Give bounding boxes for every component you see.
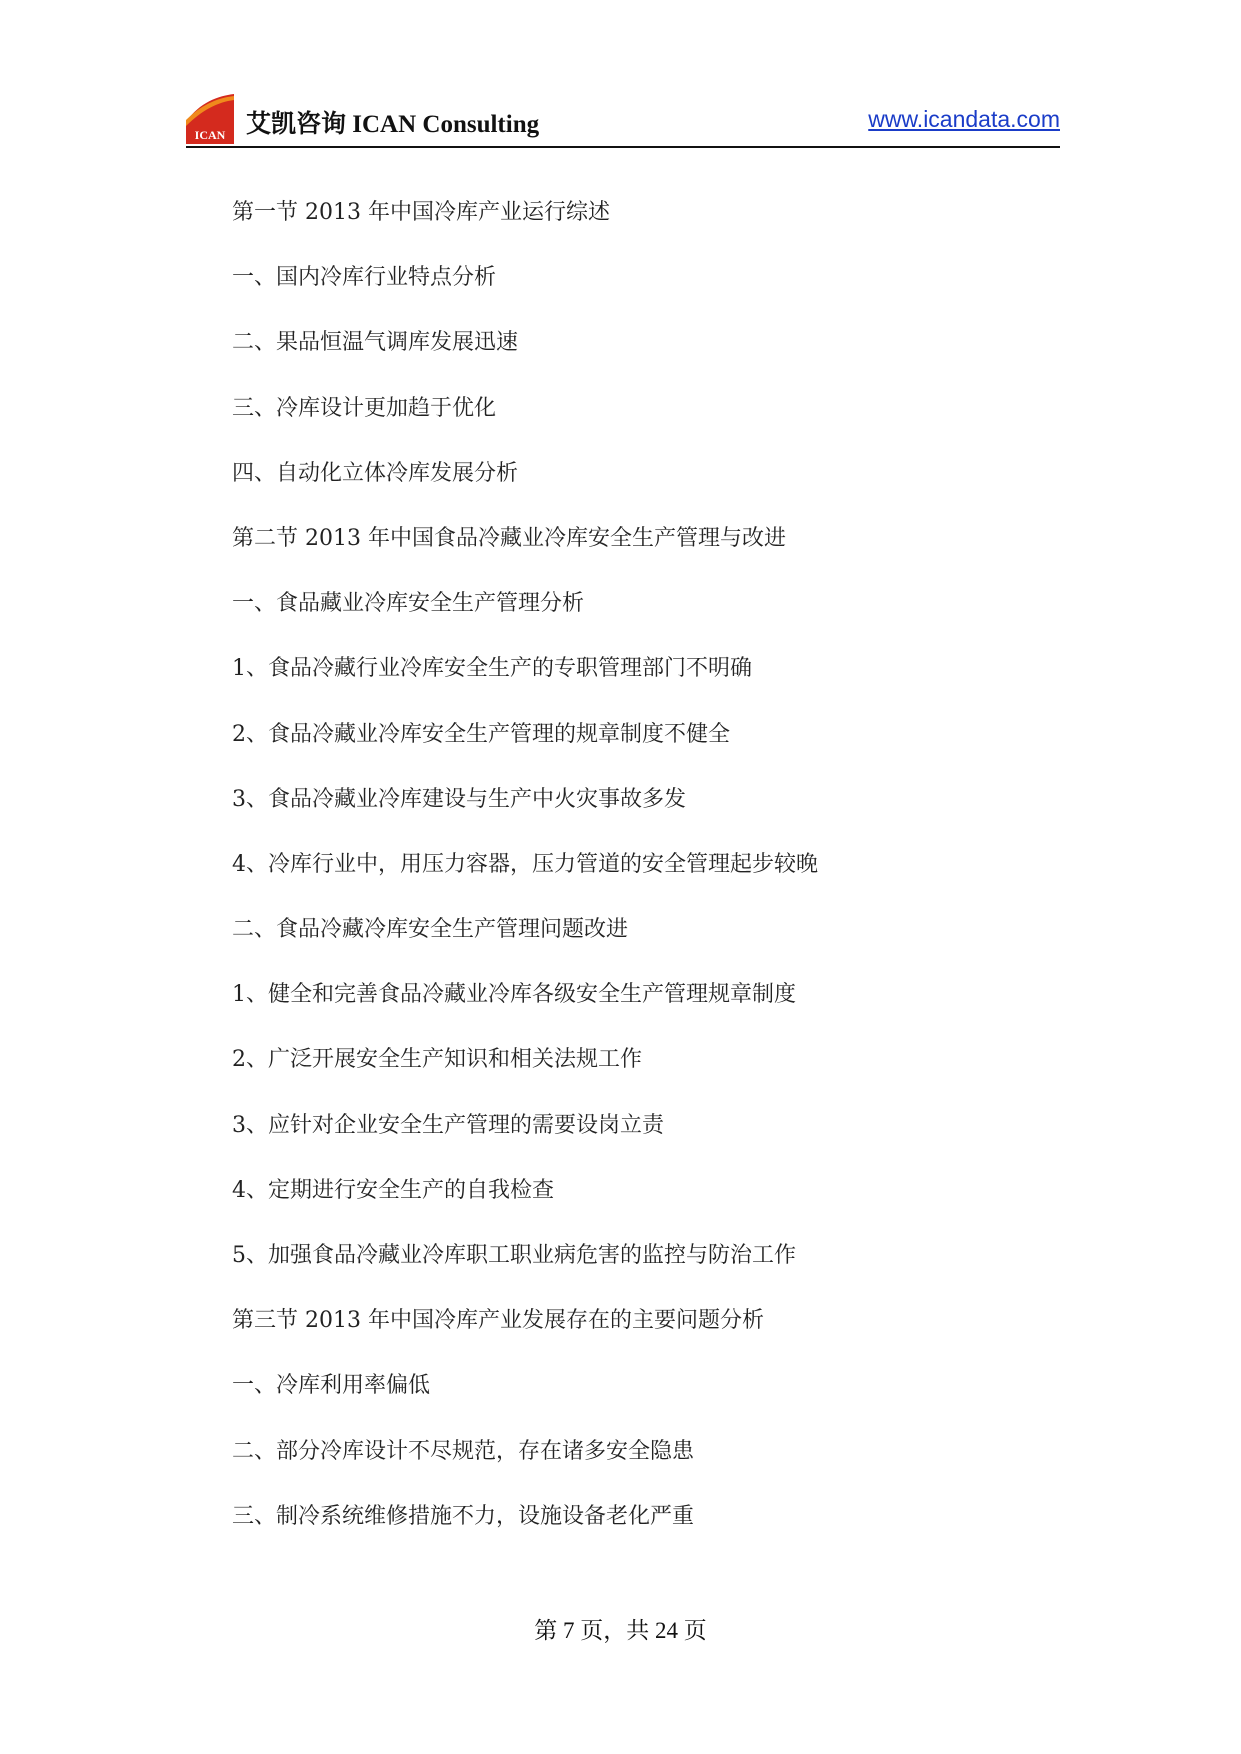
toc-entry: 一、冷库利用率偏低 [232, 1373, 431, 1399]
website-link[interactable]: www.icandata.com [868, 106, 1060, 132]
header-divider [186, 146, 1060, 148]
logo-text: ICAN [194, 128, 226, 142]
toc-entry: 第一节 2013 年中国冷库产业运行综述 [232, 200, 610, 225]
toc-entry: 第三节 2013 年中国冷库产业发展存在的主要问题分析 [232, 1308, 764, 1334]
page-number: 第 7 页，共 24 页 [534, 1618, 707, 1643]
toc-entry: 三、制冷系统维修措施不力，设施设备老化严重 [232, 1503, 695, 1529]
toc-entry: 3、应针对企业安全生产管理的需要设岗立责 [232, 1112, 664, 1138]
toc-entry: 一、食品藏业冷库安全生产管理分析 [232, 591, 585, 617]
toc-entry: 3、食品冷藏业冷库建设与生产中火灾事故多发 [232, 786, 686, 812]
toc-entry: 二、部分冷库设计不尽规范，存在诸多安全隐患 [232, 1438, 695, 1464]
table-of-contents [232, 197, 1052, 1566]
toc-entry: 二、果品恒温气调库发展迅速 [232, 330, 519, 356]
toc-entry: 三、冷库设计更加趋于优化 [232, 395, 497, 421]
ican-logo-icon [186, 92, 234, 144]
toc-entry: 4、定期进行安全生产的自我检查 [232, 1177, 554, 1203]
company-name: 艾凯咨询 ICAN Consulting [246, 111, 540, 138]
toc-entry: 1、食品冷藏行业冷库安全生产的专职管理部门不明确 [232, 656, 752, 682]
toc-entry: 5、加强食品冷藏业冷库职工职业病危害的监控与防治工作 [232, 1243, 796, 1268]
toc-entry: 4、冷库行业中，用压力容器，压力管道的安全管理起步较晚 [232, 851, 818, 877]
toc-entry: 2、食品冷藏业冷库安全生产管理的规章制度不健全 [232, 721, 730, 747]
toc-entry: 四、自动化立体冷库发展分析 [232, 460, 519, 486]
toc-entry: 二、食品冷藏冷库安全生产管理问题改进 [232, 917, 629, 943]
toc-entry: 一、国内冷库行业特点分析 [232, 265, 497, 291]
page-header [186, 88, 1060, 148]
toc-entry: 2、广泛开展安全生产知识和相关法规工作 [232, 1047, 642, 1073]
toc-entry: 第二节 2013 年中国食品冷藏业冷库安全生产管理与改进 [232, 525, 786, 551]
toc-entry: 1、健全和完善食品冷藏业冷库各级安全生产管理规章制度 [232, 982, 796, 1008]
